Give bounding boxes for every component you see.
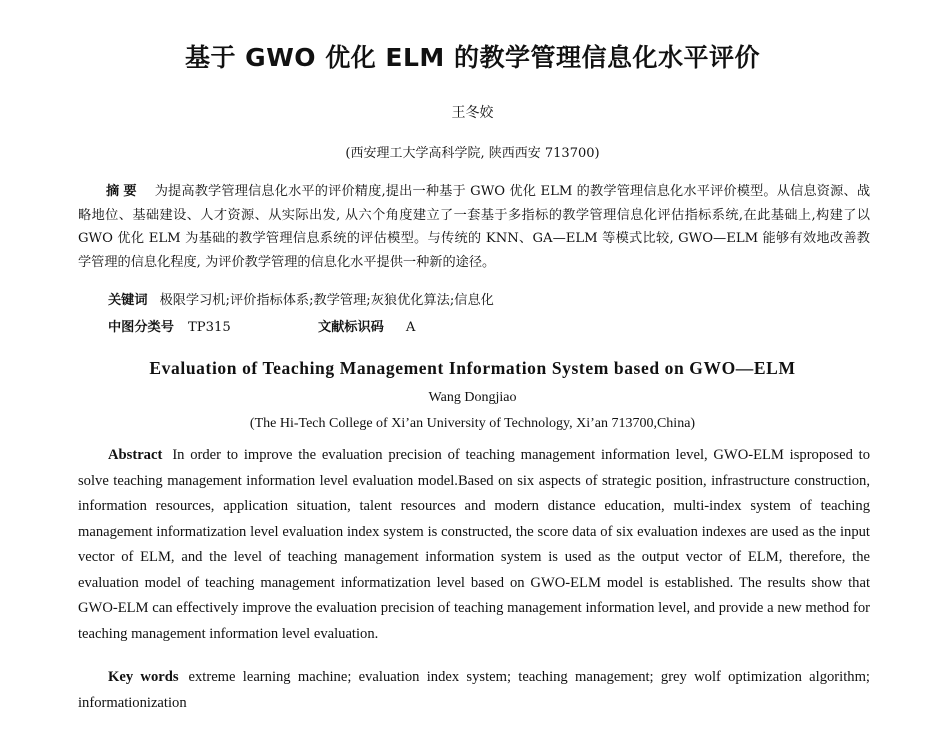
abstract-english-label: Abstract (108, 447, 163, 463)
keywords-english (78, 665, 870, 716)
classification-row (108, 318, 870, 338)
document-code-value: A (405, 320, 416, 335)
abstract-english-text: In order to improve the evaluation precision of teaching management information level, GWO-ELM isproposed to solve teaching management information level evaluation model.Based on six aspects of strategic position, infrastructure construction, information resources, application situation, talent resources and modern distance education, multi-index system of teaching management informatization level evaluation index system is constructed, the score data of six evaluation indexes are used as the input vector of ELM, and the level of teaching management information system is used as the output vector of ELM, therefore, the evaluation model of teaching management informatization level based on GWO-ELM model is established. The results show that GWO-ELM can effectively improve the evaluation precision of teaching management information level, and provide a new method for teaching management information level evaluation. (78, 447, 870, 642)
keywords-english-text: extreme learning machine; evaluation index system; teaching management; grey wolf optimization algorithm; informationization (78, 669, 870, 711)
abstract-chinese-label: 摘要 (106, 184, 141, 199)
title-english: Evaluation of Teaching Management Information System based on GWO—ELM (149, 358, 796, 378)
affiliation-chinese: (西安理工大学高科学院, 陕西西安 713700) (345, 146, 600, 161)
abstract-chinese (78, 180, 870, 274)
abstract-chinese-text: 为提高教学管理信息化水平的评价精度,提出一种基于 GWO 优化 ELM 的教学管理信息化水平评价模型。从信息资源、战略地位、基础建设、人才资源、从实际出发, 从六个角度建立了一套基于多指标的教学管理信息化评估指标系统,在此基础上,构建了以 GWO 优化 ELM 为基础的教学管理信息系统的评估模型。与传统的 KNN、GA—ELM 等模式比较, GWO—ELM 能够有效地改善教学管理的信息化程度, 为评价教学管理的信息化水平提供一种新的途径。 (78, 184, 871, 270)
clc-value: TP315 (187, 320, 231, 335)
keywords-chinese-label: 关键词 (108, 293, 148, 308)
keywords-chinese (108, 291, 870, 311)
clc-label: 中图分类号 (108, 320, 174, 335)
keywords-chinese-text: 极限学习机;评价指标体系;教学管理;灰狼优化算法;信息化 (159, 293, 494, 308)
title-chinese: 基于 GWO 优化 ELM 的教学管理信息化水平评价 (184, 43, 761, 72)
author-english: Wang Dongjiao (428, 390, 517, 405)
author-chinese: 王冬姣 (451, 105, 494, 121)
document-code-label: 文献标识码 (317, 320, 384, 335)
abstract-english (78, 443, 870, 647)
affiliation-english: (The Hi-Tech College of Xi’an University of Technology, Xi’an 713700,China) (249, 416, 696, 431)
keywords-english-label: Key words (108, 669, 179, 685)
